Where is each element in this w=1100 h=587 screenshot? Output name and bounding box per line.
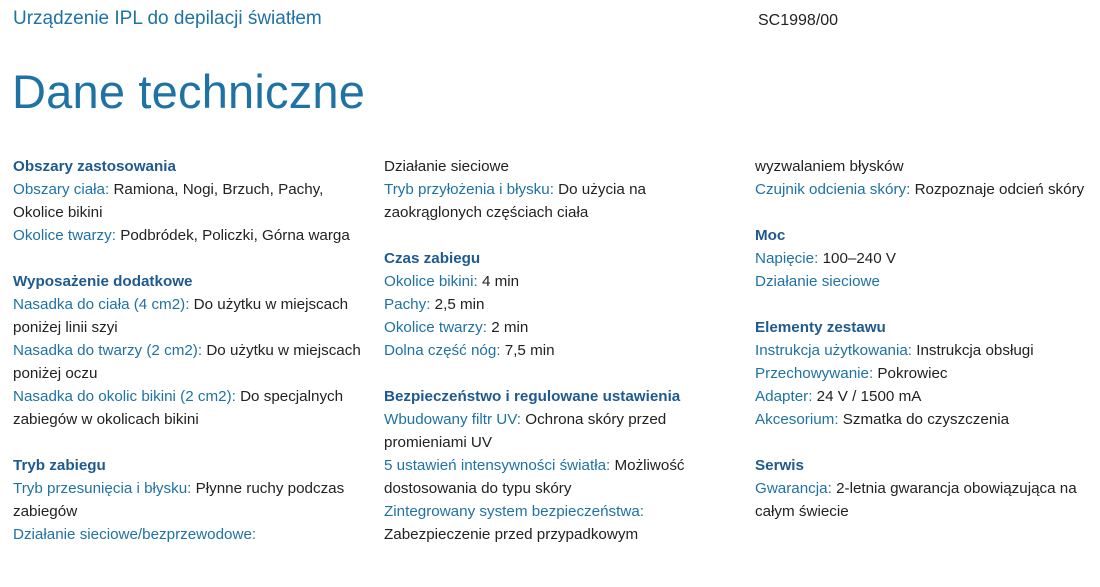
spec-value: 2 min xyxy=(491,319,529,336)
spec-value: Ramiona, Nogi, Brzuch, Pachy, Okolice bikini xyxy=(13,181,324,221)
spec-item xyxy=(384,270,739,293)
spec-section-treatment-mode xyxy=(13,454,363,546)
spec-key: Czujnik odcienia skóry: xyxy=(755,181,911,198)
spec-value: Rozpoznaje odcień skóry xyxy=(914,181,1085,198)
spec-value: 2-letnia gwarancja obowiązująca na całym świecie xyxy=(755,480,1077,520)
spec-value: 100–240 V xyxy=(822,250,897,267)
spec-key: Wbudowany filtr UV: xyxy=(384,411,522,428)
section-title: Wyposażenie dodatkowe xyxy=(13,273,193,290)
spec-item xyxy=(384,316,739,339)
spec-column-3 xyxy=(755,155,1095,546)
spec-key: Dolna część nóg: xyxy=(384,342,501,359)
spec-section-safety-cont xyxy=(755,155,1095,201)
page-title: Dane techniczne xyxy=(12,65,366,118)
spec-key: Działanie sieciowe/bezprzewodowe: xyxy=(13,526,257,543)
spec-item xyxy=(13,339,363,385)
spec-section-accessories xyxy=(13,270,363,431)
spec-section-service xyxy=(755,454,1095,523)
spec-section-safety xyxy=(384,385,739,546)
spec-value: Podbródek, Policzki, Górna warga xyxy=(120,227,350,244)
spec-key: Zintegrowany system bezpieczeństwa: xyxy=(384,503,644,520)
model-number: SC1998/00 xyxy=(758,12,839,29)
spec-value: Możliwość dostosowania do typu skóry xyxy=(384,457,685,497)
spec-section-application-areas xyxy=(13,155,363,247)
spec-key: Nasadka do twarzy (2 cm2): xyxy=(13,342,203,359)
spec-value: Instrukcja obsługi xyxy=(916,342,1034,359)
spec-section-package-contents xyxy=(755,316,1095,431)
spec-section-treatment-mode-cont xyxy=(384,155,739,224)
spec-column-2 xyxy=(384,155,739,569)
spec-item xyxy=(755,477,1095,523)
spec-key: 5 ustawień intensywności światła: xyxy=(384,457,611,474)
spec-item xyxy=(13,293,363,339)
spec-item xyxy=(755,385,1095,408)
section-title: Bezpieczeństwo i regulowane ustawienia xyxy=(384,388,681,405)
spec-value: Szmatka do czyszczenia xyxy=(842,411,1010,428)
spec-item xyxy=(755,339,1095,362)
spec-section-treatment-time xyxy=(384,247,739,362)
section-title: Czas zabiegu xyxy=(384,250,481,267)
spec-value: Do użytku w miejscach poniżej linii szyi xyxy=(13,296,349,336)
spec-value: Do użycia na zaokrąglonych częściach ciała xyxy=(384,181,646,221)
spec-value: 4 min xyxy=(481,273,520,290)
spec-value: Płynne ruchy podczas zabiegów xyxy=(13,480,345,520)
spec-item xyxy=(384,454,739,500)
section-title: Moc xyxy=(755,227,786,244)
spec-key: Tryb przesunięcia i błysku: xyxy=(13,480,192,497)
spec-item xyxy=(384,408,739,454)
spec-key: Adapter: xyxy=(755,388,813,405)
spec-value: Pokrowiec xyxy=(877,365,948,382)
spec-value-continued: Działanie sieciowe xyxy=(384,158,509,175)
product-name: Urządzenie IPL do depilacji światłem xyxy=(13,8,322,29)
spec-key: Nasadka do okolic bikini (2 cm2): xyxy=(13,388,236,405)
spec-value: 24 V / 1500 mA xyxy=(816,388,922,405)
spec-column-1 xyxy=(13,155,363,569)
spec-key: Działanie sieciowe xyxy=(755,273,880,290)
section-title: Elementy zestawu xyxy=(755,319,886,336)
spec-value: 7,5 min xyxy=(504,342,555,359)
spec-item xyxy=(755,362,1095,385)
spec-key: Napięcie: xyxy=(755,250,819,267)
spec-item xyxy=(13,523,363,546)
spec-key: Akcesorium: xyxy=(755,411,839,428)
spec-key: Okolice twarzy: xyxy=(13,227,116,244)
spec-value: 2,5 min xyxy=(434,296,485,313)
spec-item xyxy=(384,500,739,546)
spec-item xyxy=(13,477,363,523)
spec-key: Nasadka do ciała (4 cm2): xyxy=(13,296,190,313)
spec-item xyxy=(755,178,1095,201)
spec-item xyxy=(13,178,363,224)
spec-item xyxy=(755,247,1095,270)
spec-value: Do specjalnych zabiegów w okolicach bikini xyxy=(13,388,344,428)
section-title: Serwis xyxy=(755,457,804,474)
spec-key: Okolice twarzy: xyxy=(384,319,487,336)
spec-item xyxy=(13,224,363,247)
spec-value: Zabezpieczenie przed przypadkowym xyxy=(384,526,639,543)
spec-value-continued: wyzwalaniem błysków xyxy=(755,158,904,175)
section-title: Tryb zabiegu xyxy=(13,457,106,474)
spec-value: Do użytku w miejscach poniżej oczu xyxy=(13,342,361,382)
spec-value: Ochrona skóry przed promieniami UV xyxy=(384,411,667,451)
spec-key: Przechowywanie: xyxy=(755,365,874,382)
spec-item xyxy=(384,178,739,224)
spec-section-power xyxy=(755,224,1095,293)
spec-key: Obszary ciała: xyxy=(13,181,110,198)
spec-key: Tryb przyłożenia i błysku: xyxy=(384,181,554,198)
spec-item xyxy=(13,385,363,431)
spec-item xyxy=(755,270,1095,293)
spec-item xyxy=(384,339,739,362)
spec-item xyxy=(384,293,739,316)
spec-key: Pachy: xyxy=(384,296,431,313)
spec-item xyxy=(755,408,1095,431)
spec-key: Instrukcja użytkowania: xyxy=(755,342,913,359)
spec-key: Okolice bikini: xyxy=(384,273,478,290)
section-title: Obszary zastosowania xyxy=(13,158,176,175)
spec-key: Gwarancja: xyxy=(755,480,832,497)
